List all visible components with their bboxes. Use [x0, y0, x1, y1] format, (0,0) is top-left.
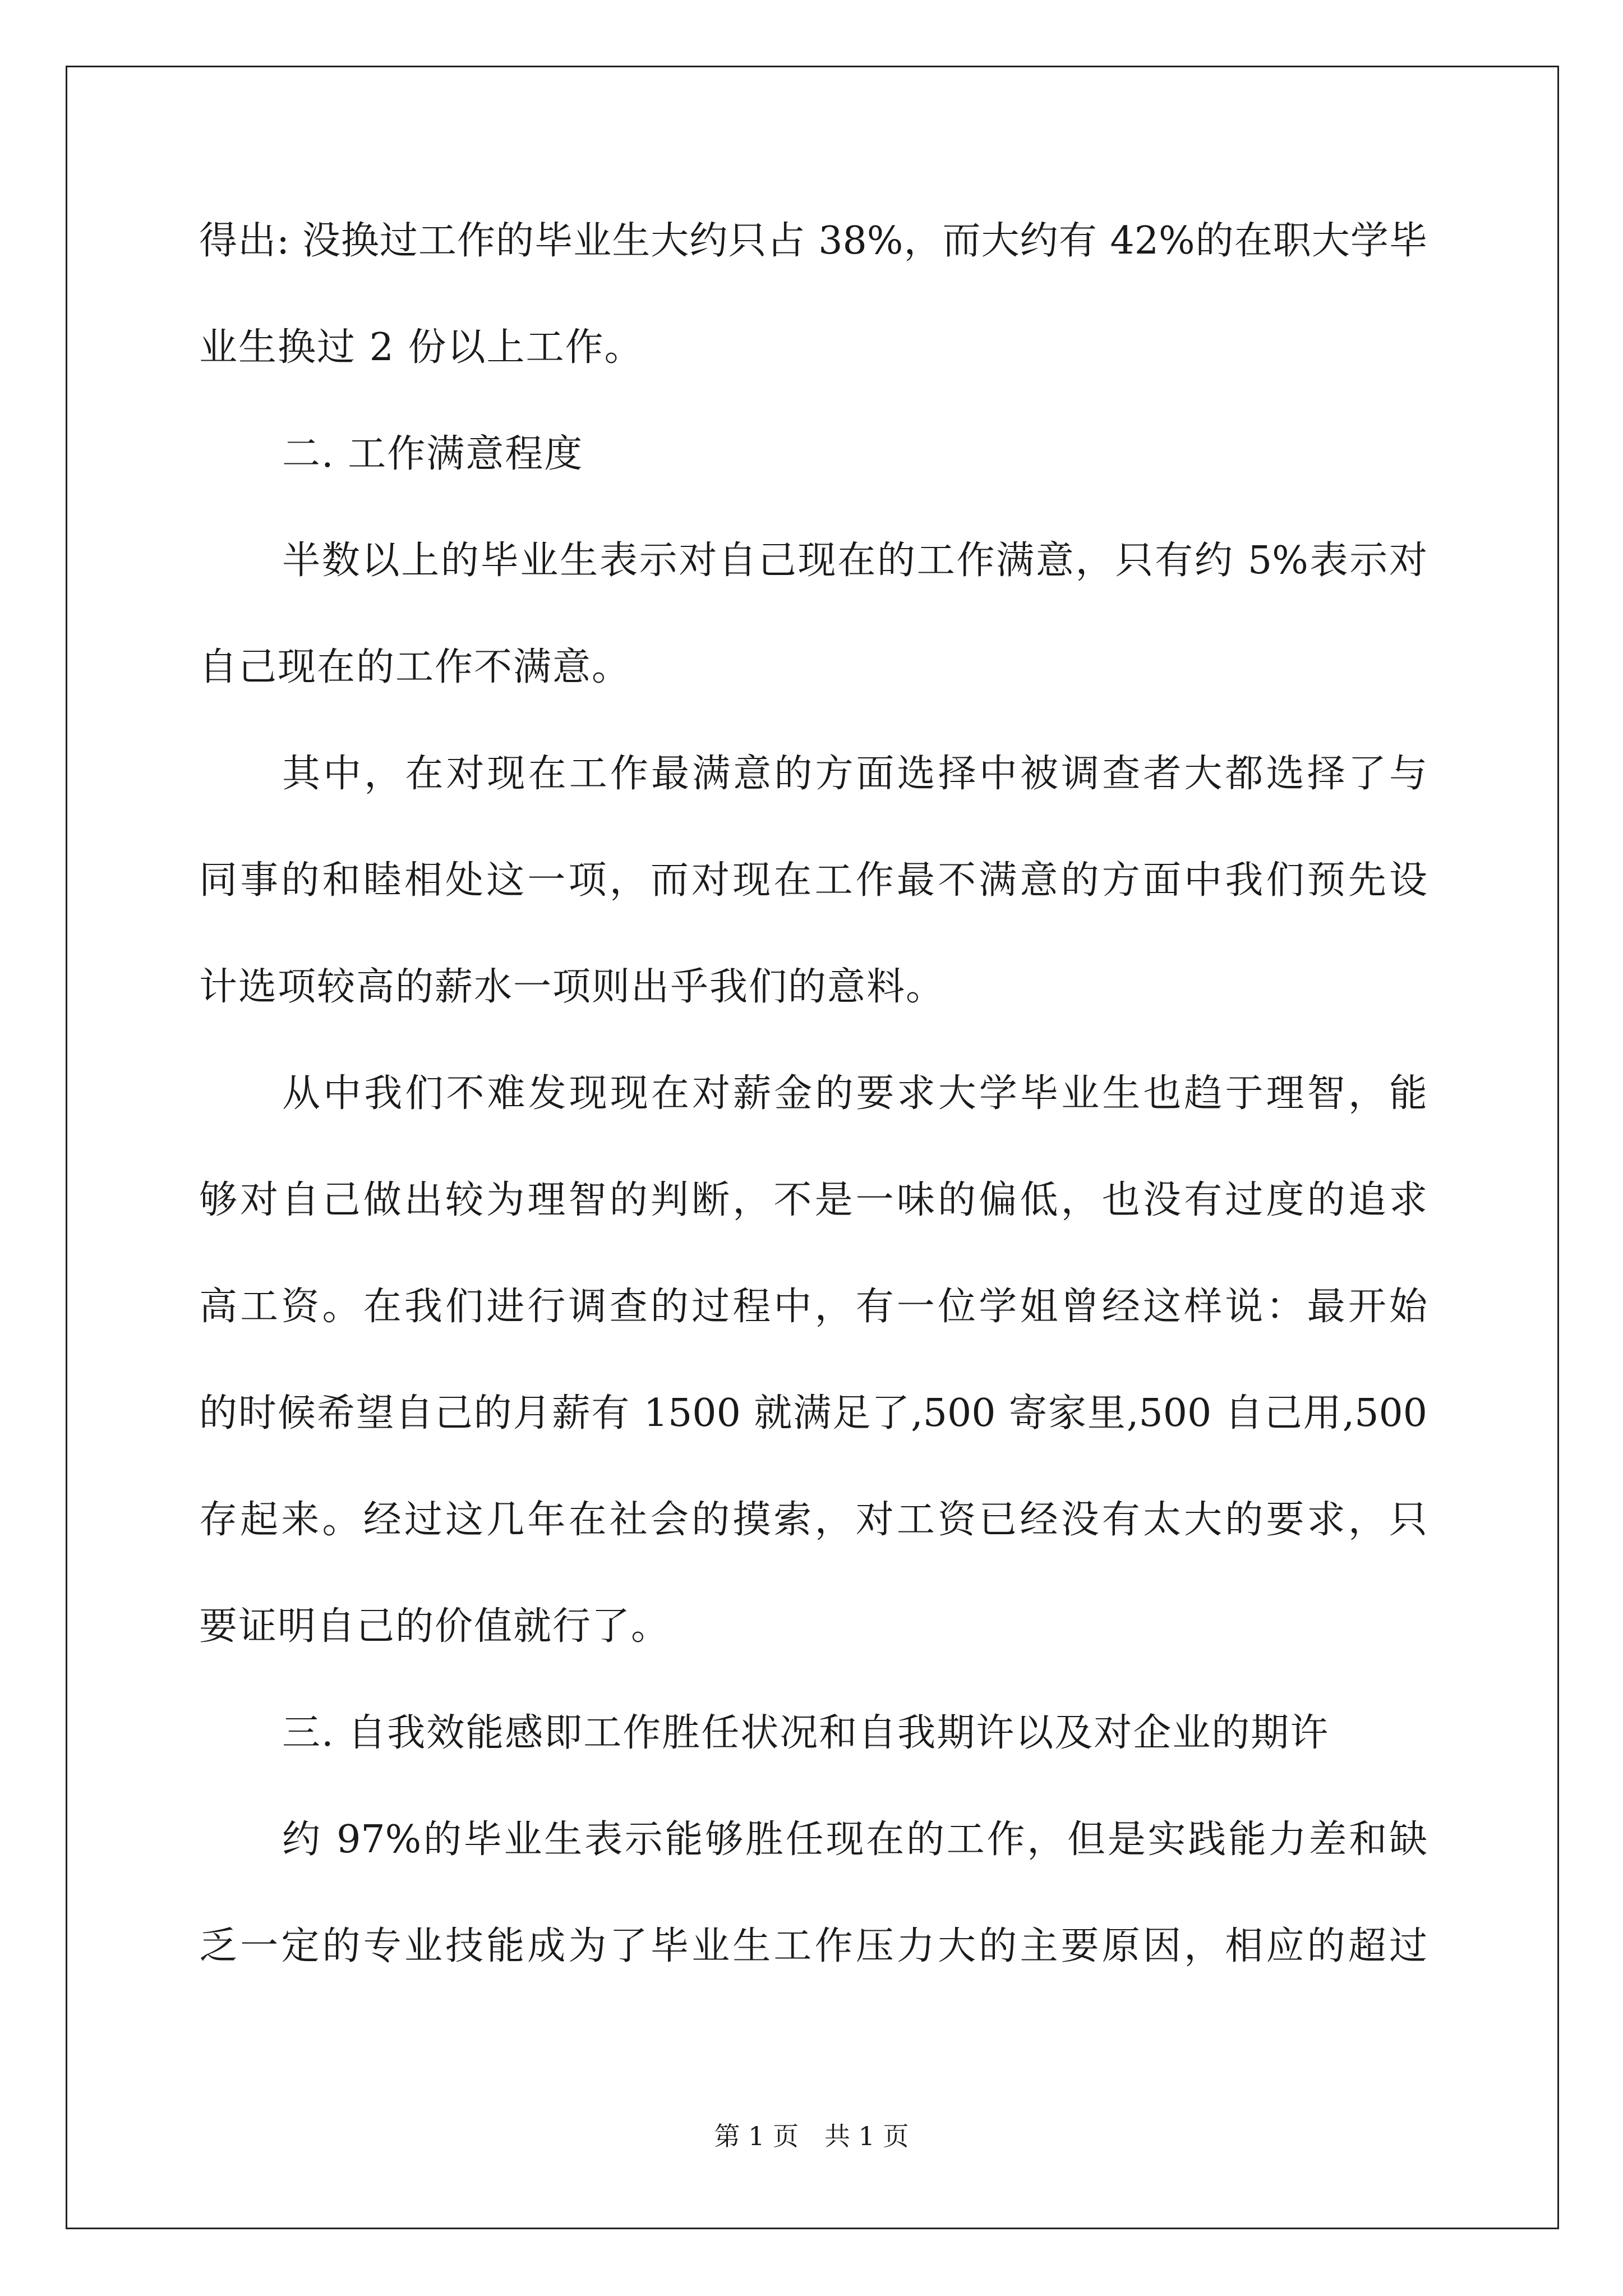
paragraph-line: 乏一定的专业技能成为了毕业生工作压力大的主要原因，相应的超过 — [199, 1924, 1427, 1968]
paragraph-line: 存起来。经过这几年在社会的摸索，对工资已经没有太大的要求，只 — [199, 1498, 1427, 1542]
paragraph-line: 其中，在对现在工作最满意的方面选择中被调查者大都选择了与 — [282, 752, 1427, 796]
page-number: 第 1 页 — [714, 2121, 799, 2151]
paragraph-line: 同事的和睦相处这一项，而对现在工作最不满意的方面中我们预先设 — [199, 858, 1427, 903]
paragraph-line: 得出: 没换过工作的毕业生大约只占 38%，而大约有 42%的在职大学毕 — [199, 219, 1427, 263]
paragraph-line: 高工资。在我们进行调查的过程中，有一位学姐曾经这样说：最开始 — [199, 1285, 1427, 1329]
paragraph-line: 从中我们不难发现现在对薪金的要求大学毕业生也趋于理智，能 — [282, 1071, 1427, 1116]
section-heading: 二. 工作满意程度 — [282, 432, 584, 476]
section-heading: 三. 自我效能感即工作胜任状况和自我期许以及对企业的期许 — [282, 1711, 1330, 1755]
paragraph-line: 要证明自己的价值就行了。 — [199, 1604, 671, 1649]
paragraph-line: 自己现在的工作不满意。 — [199, 645, 631, 689]
paragraph-line: 够对自己做出较为理智的判断，不是一味的偏低，也没有过度的追求 — [199, 1178, 1427, 1222]
page-border — [66, 66, 1559, 2229]
paragraph-line: 半数以上的毕业生表示对自己现在的工作满意，只有约 5%表示对 — [282, 539, 1427, 583]
paragraph-line: 的时候希望自己的月薪有 1500 就满足了,500 寄家里,500 自己用,500 — [199, 1391, 1427, 1435]
page-total: 共 1 页 — [824, 2121, 909, 2151]
paragraph-line: 业生换过 2 份以上工作。 — [199, 325, 644, 370]
page-footer — [0, 2120, 1623, 2152]
paragraph-line: 约 97%的毕业生表示能够胜任现在的工作，但是实践能力差和缺 — [282, 1818, 1427, 1862]
paragraph-line: 计选项较高的薪水一项则出乎我们的意料。 — [199, 965, 946, 1009]
